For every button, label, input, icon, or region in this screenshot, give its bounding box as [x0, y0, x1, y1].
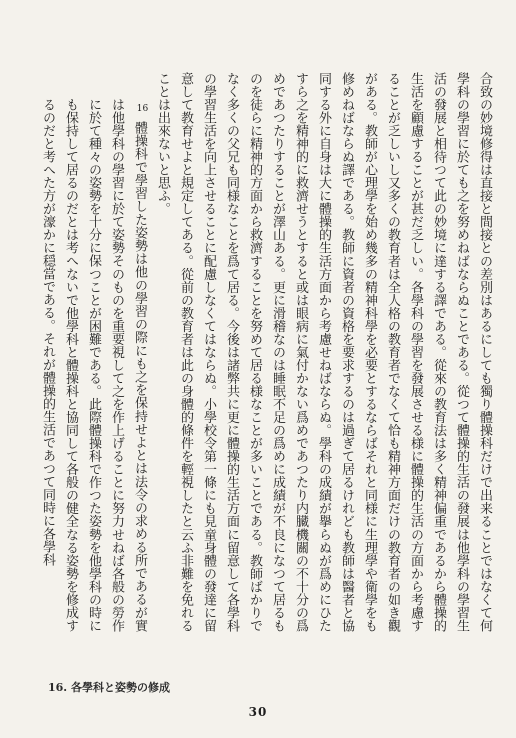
- paragraph: [36, 72, 151, 632]
- body-text: [20, 72, 496, 632]
- margin-note: 16: [136, 104, 149, 114]
- paragraph-text: 體操科で學習した姿勢は他の學習の際にも之を保持せよとは法令の求める所であるが實は他學科の學習に於て姿勢そのものを重要視して之を作上げることに努力せねば各般の勞作に於て種々の姿勢を十分に保つことが困難である。此際體操科で作つた姿勢を他學科の時にも保持して居るのだとは考へないで他學科と體操科と協同して各般の健全なる姿勢を修成するのだと考へた方が濠かに穏當である。それが體操的生活であつて同時に各學科: [40, 98, 147, 632]
- paragraph: 合致の妙境修得は直接と間接との差別はあるにしても獨り體操科だけで出来ることではなくて何學科の學習に於ても之を努めねばならぬことである。從つて體操的生活の發展は他學科の學習生活の發展と相待つて此の妙境に達する譯である。從來の教育法は多く精神偏重であるから體操的生活を顧慮することが甚だ乏しい。各學科の學習を發展させる様に體操的生活の方面から考慮することが乏しいし又多くの教育者は全人格の教育者でなくて恰も精神方面だけの教育者の如き觀がある。教師が心理學を始め幾多の精神科學を必要とするならばそれと同様に生理學や衛學をも修めねばならぬ譯である。教師に資者の資格を要求するのは過ぎて居るけれども教師は醫者と協同する外に自身は大に體操的生活方面から考慮せねばならぬ。學科の成績が擧らぬが爲めにひたすら之を精神的に救濟せうとすると或は眼病に氣付かない爲めであつたり内臓機關の不十分の爲めであつたりすることが澤山ある。更に滑稽なのは睡眠不足の爲めに成績が不良になつて居るものを徒らに精神的方面から救濟することを努めて居る様なことが多いことである。教師ばかりでなく多くの父兄も同様なことを爲て居る。今後は諸弊共に更に體操的生活方面に留意して各學科の學習生活を向上させることに配慮しなくてはならぬ。小學校令第一條にも見童身體の發達に留意して教育せよと規定してある。從前の教育者は此の身體的條件を輕視したと云ふ非難を免れることは出來ないと思ふ。: [155, 72, 492, 632]
- page-number: 30: [248, 705, 268, 719]
- section-caption: 16. 各學科と姿勢の修成: [48, 681, 170, 694]
